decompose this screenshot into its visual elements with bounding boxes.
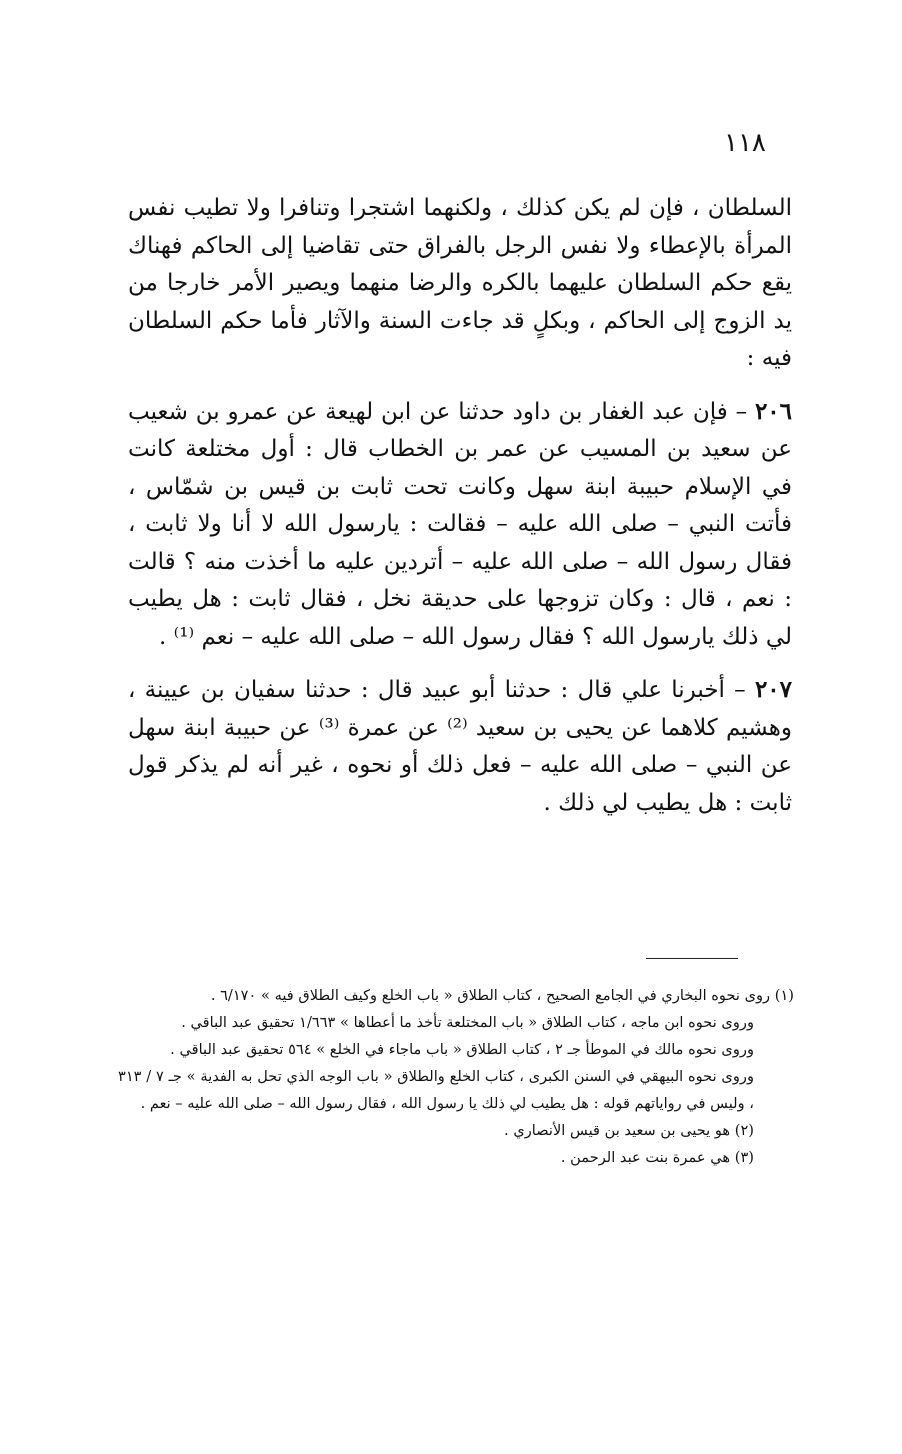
footnote-2: (٢) هو يحيى بن سعيد بن قيس الأنصاري . [504,1122,754,1139]
paragraph-206 [128,393,792,657]
footnote-1: (١) روى نحوه البخاري في الجامع الصحيح ، كتاب الطلاق « باب الخلع وكيف الطلاق فيه » ٦/١٧٠ . [210,987,794,1004]
paragraph-intro [128,190,792,378]
hadith-number: ٢٠٧ [754,676,792,703]
footnote-1-bayhaqi: وروى نحوه البيهقي في السنن الكبرى ، كتاب الخلع والطلاق « باب الوجه الذي تحل به الفدية » جـ ٧ / ٣١٣ ، وليس في رواياتهم قوله : هل يطيب لي ذلك يا رسول الله ، فقال رسول الله – صلى الله عليه – نعم . [118,1068,754,1112]
paragraph-text: – فإن عبد الغفار بن داود حدثنا عن ابن لهيعة عن عمرو بن شعيب عن سعيد بن المسيب عن عمر بن الخطاب قال : أول مختلعة كانت في الإسلام حبيبة ابنة سهل وكانت تحت ثابت بن قيس بن شمّاس ، فأتت النبي – صلى الله عليه – فقالت : يارسول الله لا أنا ولا ثابت ، فقال رسول الله – صلى الله عليه – أتردين عليه ما أخذت منه ؟ قالت : نعم ، قال : وكان تزوجها على حديقة نخل ، فقال ثابت : هل يطيب لي ذلك يارسول الله ؟ فقال رسول الله – صلى الله عليه – نعم ⁽¹⁾ . [128,398,792,650]
paragraph-text: السلطان ، فإن لم يكن كذلك ، ولكنهما اشتجرا وتنافرا ولا تطيب نفس المرأة بالإعطاء ولا نفس الرجل بالفراق حتى تقاضيا إلى الحاكم فهناك يقع حكم السلطان عليهما بالكره والرضا منهما ويصير الأمر خارجا من يد الزوج إلى الحاكم ، وبكلٍ قد جاءت السنة والآثار فأما حكم السلطان فيه : [128,195,792,371]
footnote-3: (٣) هي عمرة بنت عبد الرحمن . [560,1149,754,1166]
hadith-number: ٢٠٦ [754,397,792,425]
footnote-separator [646,958,738,959]
footnote-1-malik: وروى نحوه مالك في الموطأ جـ ٢ ، كتاب الطلاق « باب ماجاء في الخلع » ٥٦٤ تحقيق عبد الباقي . [170,1041,754,1058]
page-number: ١١٨ [724,128,766,158]
paragraph-text: – أخبرنا علي قال : حدثنا أبو عبيد قال : حدثنا سفيان بن عيينة ، وهشيم كلاهما عن يحيى بن سعيد ⁽²⁾ عن عمرة ⁽³⁾ عن حبيبة ابنة سهل عن النبي – صلى الله عليه – فعل ذلك أو نحوه ، غير أنه لم يذكر قول ثابت : هل يطيب لي ذلك . [128,677,792,816]
paragraph-207 [128,671,792,822]
footnote-1-ibn-majah: وروى نحوه ابن ماجه ، كتاب الطلاق « باب المختلعة تأخذ ما أعطاها » ١/٦٦٣ تحقيق عبد الباقي . [181,1014,754,1031]
main-text [128,190,792,822]
footnotes [118,982,794,1171]
